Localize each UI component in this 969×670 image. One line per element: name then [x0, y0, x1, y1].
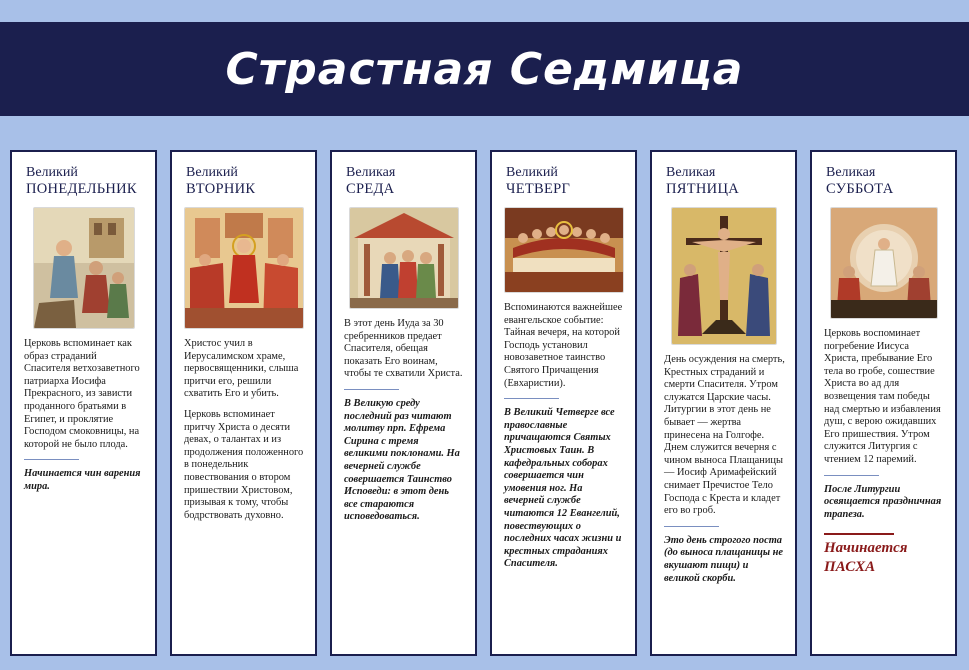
day-text	[504, 302, 625, 390]
day-card-thursday	[490, 150, 637, 656]
day-text	[184, 338, 305, 522]
day-paragraph: День осуждения на смерть, Крестных страданий и смерти Спасителя. Утром служатся Царские часы. Литургии в этот день не бывает — жертва принесена на Голгофе. Днем служится вечерня с чином выноса Плащаницы — Иосиф Аримафейский снимает Пречистое Тело Господа с Креста и кладет его во гроб.	[664, 354, 785, 517]
day-paragraph: В этот день Иуда за 30 сребренников предает Спасителя, обещая показать Его воинам, чтобы те схватили Христа.	[344, 318, 463, 380]
temple-teaching-icon	[185, 208, 303, 328]
day-note: Это день строгого поста (до выноса плащаницы не вкушают пищи) и великой скорби.	[664, 534, 784, 584]
descent-hades-icon	[831, 208, 937, 318]
day-note: В Великий Четверге все православные причащаются Святых Христовых Таин. В кафедральных соборах совершается чин умовения ног. На вечерней службе читаются 12 Евангелий, повествующих о последних часах жизни и крестных страданиях Спасителя.	[504, 407, 622, 570]
pascha-line: Начинается	[824, 540, 908, 557]
day-name: ЧЕТВЕРГ	[506, 181, 571, 197]
page-title: Страстная Седмица	[225, 43, 744, 95]
day-prefix: Великая	[666, 165, 716, 180]
day-paragraph: Церковь вспоминает притчу Христа о десяти девах, о талантах и из продолжения положенного в понедельник повествования о втором пришествии Христовом, призывая к тому, чтобы бодрствовать духовно.	[184, 408, 304, 521]
separator	[24, 459, 79, 460]
day-heading	[346, 164, 475, 198]
day-card-wednesday	[330, 150, 477, 656]
day-name: ВТОРНИК	[186, 181, 256, 197]
day-heading	[506, 164, 635, 198]
day-paragraph: Церковь вспоминает как образ страданий Спасителя ветхозаветного патриарха Иосифа Прекрасного, из зависти проданного братьями в Египет, и проклятие Господом смоковницы, на которой не было плода.	[24, 338, 140, 450]
day-prefix: Великий	[26, 165, 78, 180]
day-name: ПОНЕДЕЛЬНИК	[26, 181, 137, 197]
day-heading	[26, 164, 155, 198]
day-card-tuesday	[170, 150, 317, 656]
crucifixion-icon	[672, 208, 776, 344]
separator	[824, 475, 879, 476]
last-supper-icon	[505, 208, 623, 292]
day-card-saturday	[810, 150, 957, 656]
day-name: ПЯТНИЦА	[666, 181, 739, 197]
day-card-monday	[10, 150, 157, 656]
day-text	[824, 328, 945, 467]
separator	[344, 389, 399, 390]
accent-separator	[824, 533, 894, 535]
day-card-friday	[650, 150, 797, 656]
day-heading	[186, 164, 315, 198]
day-name: СУББОТА	[826, 181, 894, 197]
day-prefix: Великий	[186, 165, 238, 180]
day-text	[24, 338, 145, 451]
day-prefix: Великая	[826, 165, 876, 180]
day-heading	[826, 164, 955, 198]
day-prefix: Великий	[506, 165, 558, 180]
joseph-icon	[34, 208, 134, 328]
day-paragraph: Вспоминаются важнейшее евангельское событие: Тайная вечеря, на которой Господь установил новозаветное таинство Святого Причащения (Евхаристии).	[504, 302, 623, 389]
day-note: Начинается чин варения мира.	[24, 468, 141, 492]
day-note: После Литургии освящается праздничная трапеза.	[824, 483, 942, 520]
day-name: СРЕДА	[346, 181, 395, 197]
days-columns	[0, 150, 969, 658]
separator	[504, 398, 559, 399]
pascha-announcement	[824, 539, 955, 577]
day-prefix: Великая	[346, 165, 396, 180]
day-text	[344, 318, 465, 381]
day-heading	[666, 164, 795, 198]
pascha-word: ПАСХА	[824, 559, 876, 576]
day-note: В Великую среду последний раз читают молитву прп. Ефрема Сирина с тремя великими поклонами. На вечерней службе совершается Таинство Исповеди: в этот день все стараются исповедоваться.	[344, 397, 460, 523]
separator	[664, 526, 719, 527]
day-paragraph: Церковь воспоминает погребение Иисуса Христа, пребывание Его тела во гробе, сошествие Христа во ад для возвещения там победы над смертью и избавления душ, с верою ожидавших Его пришествия. Утром служится Литургия с чтением 12 паремий.	[824, 328, 941, 465]
judas-betrayal-icon	[350, 208, 458, 308]
day-paragraph: Христос учил в Иерусалимском храме, первосвященники, слыша притчи его, решили схватить Его и убить.	[184, 338, 299, 400]
day-text	[664, 354, 785, 518]
title-banner	[0, 22, 969, 116]
